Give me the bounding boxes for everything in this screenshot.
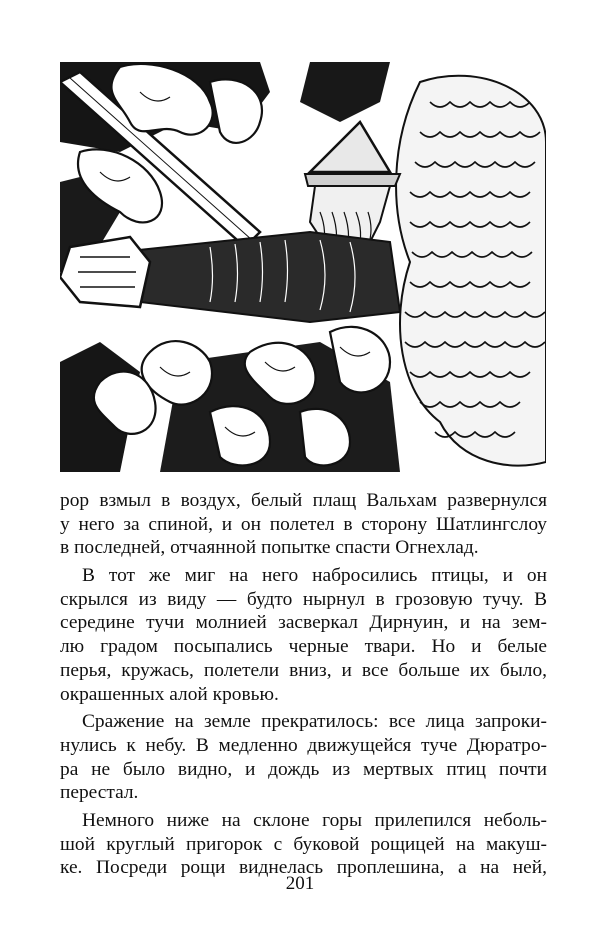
text-line: ра не было видно, и дождь из мертвых птиц почти <box>60 758 547 780</box>
text-line: у него за спиной, и он полетел в сторону Шатлингслоу <box>60 513 547 535</box>
text-line: перестал. <box>60 782 139 804</box>
text-line: рор взмыл в воздух, белый плащ Вальхам развернулся <box>60 490 547 511</box>
text-line: перья, кружась, полетели вниз, и все больше их было, <box>60 659 547 681</box>
paragraph-1 <box>60 489 547 560</box>
text-line: в последней, отчаянной попытке спасти Огнехлад. <box>60 537 479 559</box>
text-line: нулись к небу. В медленно движущейся туче Дюратро- <box>60 734 547 756</box>
text-line: Немного ниже на склоне горы прилепился неболь- <box>82 809 547 831</box>
text-line: ке. Посреди рощи виднелась проплешина, а на ней, <box>60 857 547 879</box>
paragraph-2 <box>60 564 547 706</box>
text-line: лю градом посыпались черные твари. Но и белые <box>60 636 547 658</box>
paragraph-4 <box>60 809 547 880</box>
text-line: окрашенных алой кровью. <box>60 683 279 705</box>
body-text <box>60 489 547 884</box>
text-line: Сражение на земле прекратилось: все лица запроки- <box>82 711 547 733</box>
paragraph-3 <box>60 710 547 805</box>
knight-with-sword-attacked-by-birds-illustration <box>60 62 546 472</box>
text-line: середине тучи молнией засверкал Дирнуин, и на зем- <box>60 612 547 634</box>
page-number: 201 <box>285 873 315 894</box>
text-line: В тот же миг на него набросились птицы, и он <box>82 565 547 587</box>
text-line: шой круглый пригорок с буковой рощицей на макуш- <box>60 833 547 855</box>
knight-illustration <box>60 62 546 472</box>
text-line: скрылся из виду — будто нырнул в грозовую тучу. В <box>60 588 547 610</box>
